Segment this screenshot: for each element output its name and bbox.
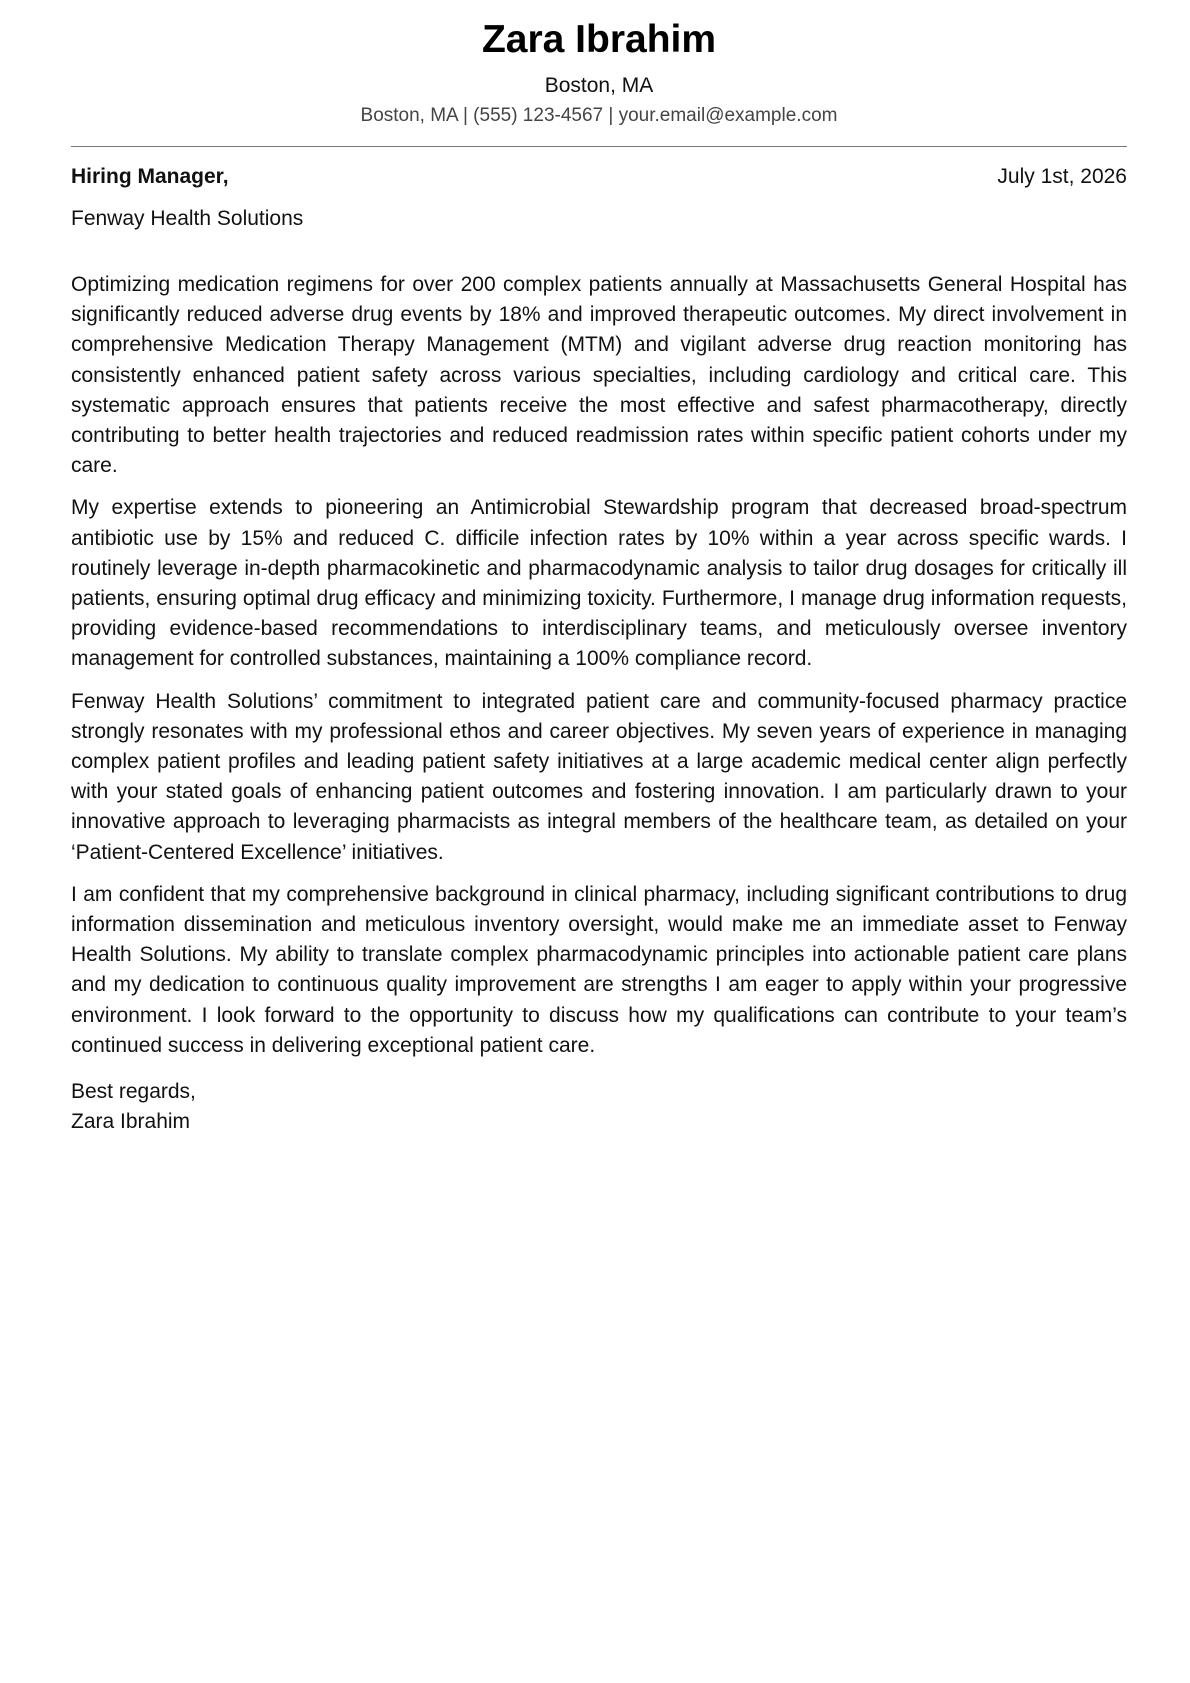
letter-closing [71,1077,1127,1137]
recipient-label: Hiring Manager, [71,165,229,188]
recipient-company: Fenway Health Solutions [71,207,304,230]
letter-header [71,0,1127,129]
applicant-location: Boston, MA [544,74,654,97]
cover-letter-page [71,0,1127,1137]
body-paragraph-3: Fenway Health Solutions’ commitment to integrated patient care and community-focused pharmacy practice strongly resonates with my professional ethos and career objectives. My seven years of experience in managing complex patient profiles and leading patient safety initiatives at a large academic medical center align perfectly with your stated goals of enhancing patient outcomes and fostering innovation. I am particularly drawn to your innovative approach to leveraging pharmacists as integral members of the healthcare team, as detailed on your ‘Patient-Centered Excellence’ initiatives. [71,689,1127,864]
body-paragraph-1: Optimizing medication regimens for over 200 complex patients annually at Massachusetts General Hospital has significantly reduced adverse drug events by 18% and improved therapeutic outcomes. My direct involvement in comprehensive Medication Therapy Management (MTM) and vigilant adverse drug reaction monitoring has consistently enhanced patient safety across various specialties, including cardiology and critical care. This systematic approach ensures that patients receive the most effective and safest pharmacotherapy, directly contributing to better health trajectories and reduced readmission rates within specific patient cohorts under my care. [71,273,1127,478]
letter-date: July 1st, 2026 [997,165,1127,188]
letter-body [71,270,1127,1061]
body-paragraph-2: My expertise extends to pioneering an Antimicrobial Stewardship program that decreased broad-spectrum antibiotic use by 15% and reduced C. difficile infection rates by 10% within a year across specific wards. I routinely leverage in-depth pharmacokinetic and pharmacodynamic analysis to tailor drug dosages for critically ill patients, ensuring optimal drug efficacy and minimizing toxicity. Furthermore, I manage drug information requests, providing evidence-based recommendations to interdisciplinary teams, and meticulously oversee inventory management for controlled substances, maintaining a 100% compliance record. [71,496,1127,671]
signature-name: Zara Ibrahim [71,1110,191,1134]
body-paragraph-4: I am confident that my comprehensive background in clinical pharmacy, including significant contributions to drug information dissemination and meticulous inventory oversight, would make me an immediate asset to Fenway Health Solutions. My ability to translate complex pharmacodynamic principles into actionable patient care plans and my dedication to continuous quality improvement are strengths I am eager to apply within your progressive environment. I look forward to the opportunity to discuss how my qualifications can contribute to your team’s continued success in delivering exceptional patient care. [71,882,1127,1057]
closing-salutation: Best regards, [71,1080,196,1104]
recipient-row [71,163,1127,191]
header-divider [71,146,1127,147]
applicant-name: Zara Ibrahim [481,18,717,61]
contact-line: Boston, MA | (555) 123-4567 | your.email@example.com [360,105,838,126]
